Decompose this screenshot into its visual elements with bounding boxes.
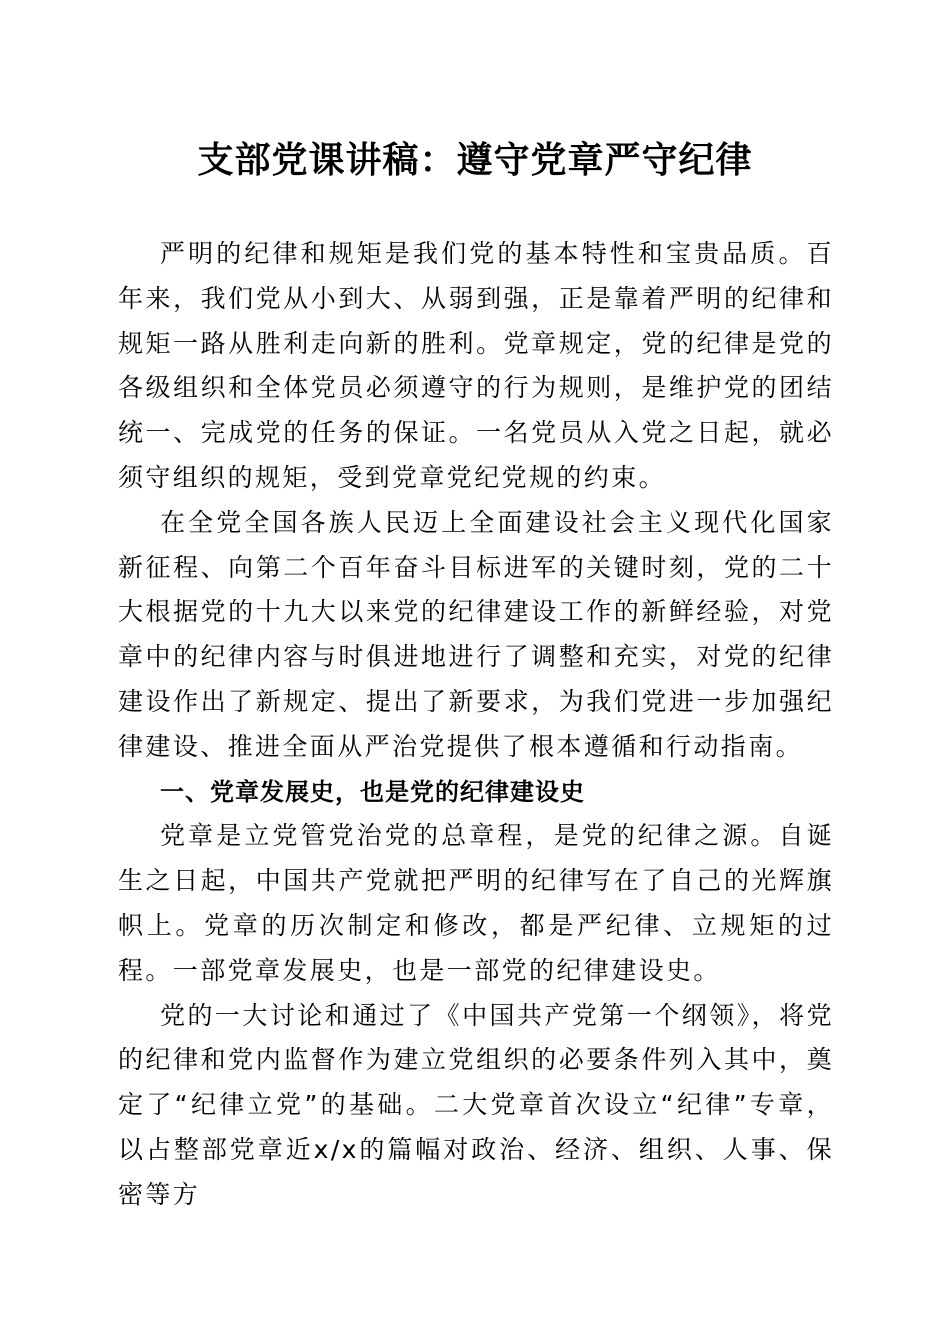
section-heading: 一、党章发展史，也是党的纪律建设史 (160, 777, 585, 806)
document-title: 支部党课讲稿：遵守党章严守纪律 (197, 139, 753, 181)
paragraph-section-1: 党章是立党管党治党的总章程，是党的纪律之源。自诞生之日起，中国共产党就把严明的纪律写在了自己的光辉旗帜上。党章的历次制定和修改，都是严纪律、立规矩的过程。一部党章发展史，也是一部党的纪律建设史。 (118, 821, 834, 985)
paragraph-intro: 严明的纪律和规矩是我们党的基本特性和宝贵品质。百年来，我们党从小到大、从弱到强，正是靠着严明的纪律和规矩一路从胜利走向新的胜利。党章规定，党的纪律是党的各级组织和全体党员必须遵守的行为规则，是维护党的团结统一、完成党的任务的保证。一名党员从入党之日起，就必须守组织的规矩，受到党章党纪党规的约束。 (118, 239, 834, 492)
paragraph-section-2: 党的一大讨论和通过了《中国共产党第一个纲领》，将党的纪律和党内监督作为建立党组织的必要条件列入其中，奠定了“纪律立党”的基础。二大党章首次设立“纪律”专章，以占整部党章近x/x的篇幅对政治、经济、组织、人事、保密等方 (118, 1000, 834, 1209)
paragraph-context: 在全党全国各族人民迈上全面建设社会主义现代化国家新征程、向第二个百年奋斗目标进军的关键时刻，党的二十大根据党的十九大以来党的纪律建设工作的新鲜经验，对党章中的纪律内容与时俱进地进行了调整和充实，对党的纪律建设作出了新规定、提出了新要求，为我们党进一步加强纪律建设、推进全面从严治党提供了根本遵循和行动指南。 (118, 507, 834, 761)
document-body (118, 232, 834, 1218)
